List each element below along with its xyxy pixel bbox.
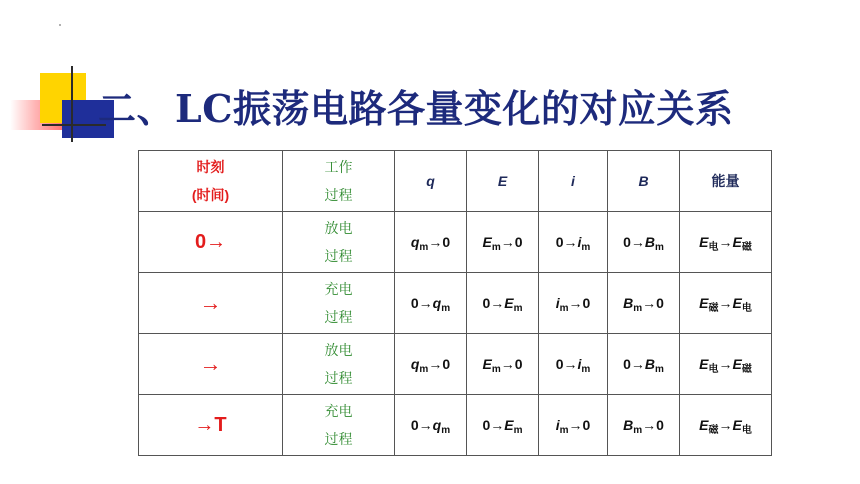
- table-header-row: [139, 151, 772, 212]
- cell-b-arrow: →: [642, 295, 657, 311]
- cell-e: [467, 334, 539, 395]
- header-process-line2: 过程: [324, 187, 353, 203]
- cell-b-arrow: →: [630, 234, 645, 250]
- cell-i-arrow: →: [563, 356, 578, 372]
- cell-energy-from: E: [699, 295, 709, 311]
- cell-process: [283, 334, 395, 395]
- cell-e-from: 0: [482, 295, 491, 311]
- cell-q-arrow: →: [428, 234, 443, 250]
- cell-q: [395, 395, 467, 456]
- header-i: i: [539, 151, 608, 212]
- cell-e-arrow: →: [490, 417, 505, 433]
- cell-energy-arrow: →: [718, 234, 733, 250]
- cell-e-to: 0: [514, 234, 523, 250]
- cell-time: →: [139, 334, 283, 395]
- cell-energy-from: E: [699, 356, 709, 372]
- cell-energy-to: E: [732, 417, 742, 433]
- table-row: [139, 273, 772, 334]
- cell-q-from: 0: [410, 417, 419, 433]
- cell-i-to: 0: [582, 295, 591, 311]
- cell-energy-arrow: →: [718, 295, 733, 311]
- cell-e-arrow: →: [500, 234, 515, 250]
- cell-e-arrow: →: [500, 356, 515, 372]
- cell-i: [539, 395, 608, 456]
- cell-i-to: 0: [582, 417, 591, 433]
- cell-process-line1: 充电: [324, 281, 353, 297]
- header-process-line1: 工作: [324, 159, 353, 175]
- cell-energy-from-sub: 磁: [708, 303, 719, 314]
- cell-b: [608, 273, 680, 334]
- cell-q-to: q: [432, 295, 442, 311]
- cell-i-to: i: [577, 234, 582, 250]
- cell-b-to-sub: m: [655, 242, 664, 253]
- cell-process: [283, 395, 395, 456]
- cell-process-line2: 过程: [324, 370, 353, 386]
- header-time: [139, 151, 283, 212]
- cell-i-from: 0: [555, 356, 564, 372]
- cell-i: [539, 273, 608, 334]
- cell-e-to: E: [504, 417, 514, 433]
- decor-horizontal-line: [42, 124, 106, 126]
- cell-q-from: q: [410, 234, 420, 250]
- cell-e-to: E: [504, 295, 514, 311]
- cell-process-line1: 充电: [324, 403, 353, 419]
- cell-e-to-sub: m: [513, 303, 523, 314]
- cell-q-from: 0: [410, 295, 419, 311]
- cell-q-to-sub: m: [441, 425, 451, 436]
- cell-process-line1: 放电: [324, 220, 353, 236]
- cell-q-arrow: →: [428, 356, 443, 372]
- cell-q-from-sub: m: [419, 364, 429, 375]
- cell-b-to-sub: m: [655, 364, 664, 375]
- cell-q-to: q: [432, 417, 442, 433]
- cell-energy-from-sub: 磁: [708, 425, 719, 436]
- relation-table: [138, 150, 772, 456]
- cell-q-from-sub: m: [419, 242, 429, 253]
- decor-vertical-line: [71, 66, 73, 142]
- header-process: [283, 151, 395, 212]
- cell-e-arrow: →: [490, 295, 505, 311]
- table-row: [139, 212, 772, 273]
- cell-i: [539, 212, 608, 273]
- cell-b-from: B: [623, 295, 634, 311]
- cell-i-to: i: [577, 356, 582, 372]
- cell-q: [395, 334, 467, 395]
- cell-energy-arrow: →: [718, 417, 733, 433]
- decor-speck: [59, 24, 61, 26]
- cell-b: [608, 212, 680, 273]
- cell-i-arrow: →: [568, 295, 583, 311]
- cell-energy-from: E: [699, 234, 709, 250]
- cell-time: 0→: [139, 212, 283, 273]
- cell-energy: [680, 212, 772, 273]
- cell-b-arrow: →: [642, 417, 657, 433]
- cell-b: [608, 395, 680, 456]
- cell-e-from: E: [482, 356, 492, 372]
- cell-energy-to-sub: 电: [741, 425, 752, 436]
- cell-energy-arrow: →: [718, 356, 733, 372]
- cell-energy-to-sub: 电: [741, 303, 752, 314]
- cell-i-from: i: [555, 295, 560, 311]
- cell-q: [395, 212, 467, 273]
- cell-q: [395, 273, 467, 334]
- cell-process-line2: 过程: [324, 309, 353, 325]
- cell-e-from-sub: m: [491, 242, 501, 253]
- cell-i-arrow: →: [568, 417, 583, 433]
- header-b: B: [608, 151, 680, 212]
- cell-i: [539, 334, 608, 395]
- cell-e-from: E: [482, 234, 492, 250]
- cell-q-to: 0: [442, 356, 451, 372]
- cell-b-to: 0: [656, 295, 664, 311]
- cell-b-from-sub: m: [633, 303, 643, 314]
- cell-energy-to: E: [732, 356, 742, 372]
- cell-q-to: 0: [442, 234, 451, 250]
- cell-energy-from: E: [699, 417, 709, 433]
- cell-energy: [680, 395, 772, 456]
- cell-energy-from-sub: 电: [708, 364, 719, 375]
- cell-process: [283, 212, 395, 273]
- header-q: q: [395, 151, 467, 212]
- page-title: 二、LC振荡电路各量变化的对应关系: [98, 86, 734, 131]
- cell-time: →T: [139, 395, 283, 456]
- cell-e: [467, 273, 539, 334]
- cell-e: [467, 212, 539, 273]
- cell-q-arrow: →: [418, 295, 433, 311]
- cell-b-from: B: [623, 417, 634, 433]
- cell-process-line1: 放电: [324, 342, 353, 358]
- cell-energy-from-sub: 电: [708, 242, 719, 253]
- cell-e-from: 0: [482, 417, 491, 433]
- cell-process-line2: 过程: [324, 431, 353, 447]
- cell-b-to: B: [644, 356, 655, 372]
- cell-i-to-sub: m: [581, 364, 591, 375]
- cell-i-from: i: [555, 417, 560, 433]
- cell-q-arrow: →: [418, 417, 433, 433]
- cell-q-to-sub: m: [441, 303, 451, 314]
- cell-b-arrow: →: [630, 356, 645, 372]
- cell-energy: [680, 334, 772, 395]
- cell-energy-to: E: [732, 295, 742, 311]
- cell-b-from: 0: [623, 356, 631, 372]
- header-energy: 能量: [680, 151, 772, 212]
- cell-e-from-sub: m: [491, 364, 501, 375]
- table-row: [139, 395, 772, 456]
- cell-i-from-sub: m: [559, 303, 569, 314]
- cell-time: →: [139, 273, 283, 334]
- cell-b-from: 0: [623, 234, 631, 250]
- header-time-line2: (时间): [191, 187, 230, 203]
- cell-e-to-sub: m: [513, 425, 523, 436]
- header-e: E: [467, 151, 539, 212]
- cell-b-from-sub: m: [633, 425, 643, 436]
- cell-i-arrow: →: [563, 234, 578, 250]
- cell-process-line2: 过程: [324, 248, 353, 264]
- cell-energy: [680, 273, 772, 334]
- cell-b-to: 0: [656, 417, 664, 433]
- cell-e-to: 0: [514, 356, 523, 372]
- cell-i-to-sub: m: [581, 242, 591, 253]
- cell-i-from-sub: m: [559, 425, 569, 436]
- header-time-line1: 时刻: [196, 159, 225, 175]
- cell-e: [467, 395, 539, 456]
- cell-i-from: 0: [555, 234, 564, 250]
- cell-energy-to-sub: 磁: [741, 242, 752, 253]
- cell-process: [283, 273, 395, 334]
- cell-energy-to: E: [732, 234, 742, 250]
- cell-q-from: q: [410, 356, 420, 372]
- cell-energy-to-sub: 磁: [741, 364, 752, 375]
- table-row: [139, 334, 772, 395]
- cell-b: [608, 334, 680, 395]
- cell-b-to: B: [644, 234, 655, 250]
